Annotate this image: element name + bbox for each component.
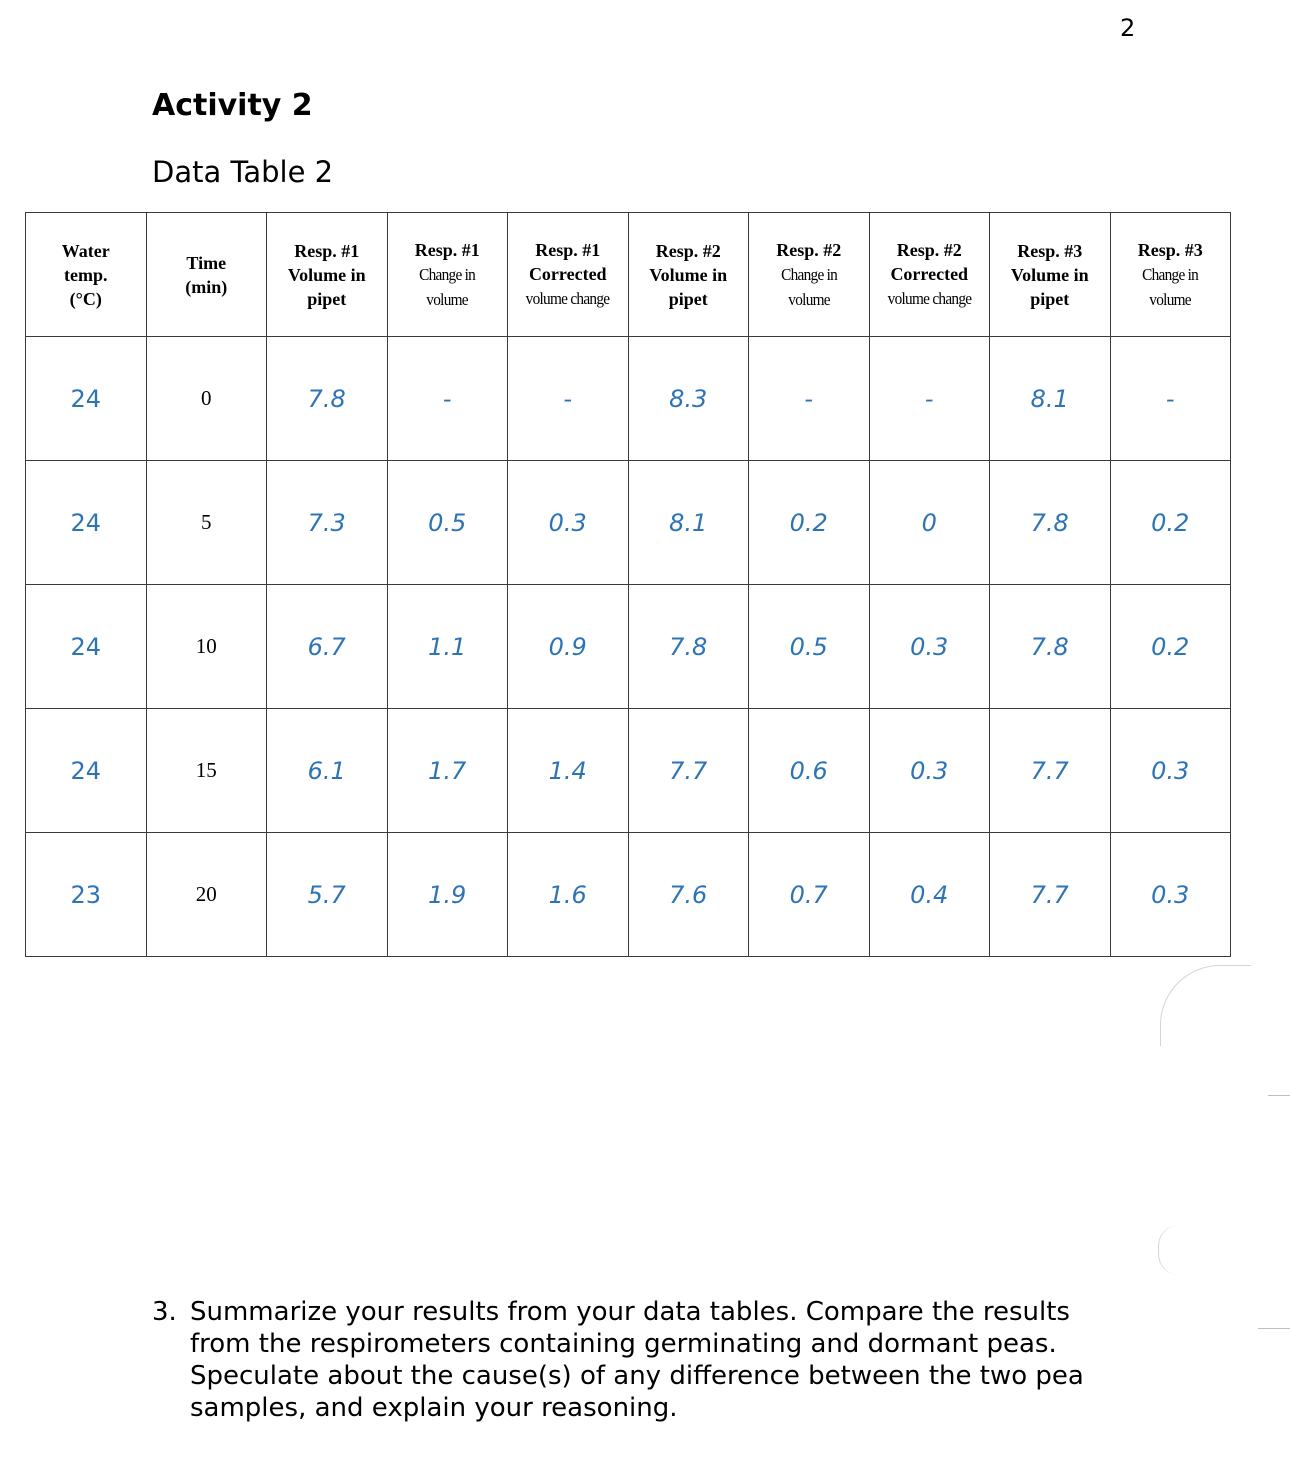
cell-resp3-change: 0.2	[1110, 585, 1231, 709]
cell-resp1-change: 1.9	[387, 833, 508, 957]
table-caption: Data Table 2	[152, 155, 334, 189]
header-resp1-change: Resp. #1 Change in volume	[387, 213, 508, 337]
header-resp3-change: Resp. #3 Change in volume	[1110, 213, 1231, 337]
cell-resp3-volume: 7.7	[990, 709, 1111, 833]
header-resp2-corrected: Resp. #2 Corrected volume change	[869, 213, 990, 337]
data-table-2	[25, 212, 1231, 957]
cell-resp1-change: -	[387, 337, 508, 461]
page-number: 2	[1120, 14, 1136, 42]
header-resp3-volume: Resp. #3 Volume in pipet	[990, 213, 1111, 337]
scan-artifact	[1268, 1095, 1290, 1096]
cell-resp2-corrected: 0	[869, 461, 990, 585]
cell-resp2-corrected: 0.4	[869, 833, 990, 957]
cell-resp2-volume: 7.7	[628, 709, 749, 833]
cell-resp1-corrected: -	[508, 337, 629, 461]
cell-time: 0	[146, 337, 267, 461]
cell-resp1-volume: 6.1	[267, 709, 388, 833]
cell-resp3-volume: 8.1	[990, 337, 1111, 461]
table-row	[26, 585, 1231, 709]
cell-water-temp: 24	[26, 461, 147, 585]
cell-resp1-change: 1.1	[387, 585, 508, 709]
scan-artifact	[1258, 1328, 1290, 1329]
header-resp1-corrected: Resp. #1 Corrected volume change	[508, 213, 629, 337]
cell-resp2-change: 0.5	[749, 585, 870, 709]
header-resp2-change: Resp. #2 Change in volume	[749, 213, 870, 337]
cell-resp1-volume: 7.3	[267, 461, 388, 585]
table-row	[26, 461, 1231, 585]
activity-title: Activity 2	[152, 88, 313, 123]
cell-resp1-corrected: 0.3	[508, 461, 629, 585]
table-row	[26, 833, 1231, 957]
cell-resp1-volume: 7.8	[267, 337, 388, 461]
question-number: 3.	[152, 1297, 177, 1327]
header-resp2-volume: Resp. #2 Volume in pipet	[628, 213, 749, 337]
cell-resp2-volume: 8.3	[628, 337, 749, 461]
cell-resp3-change: 0.2	[1110, 461, 1231, 585]
cell-resp2-change: 0.6	[749, 709, 870, 833]
cell-water-temp: 24	[26, 337, 147, 461]
header-resp1-volume: Resp. #1 Volume in pipet	[267, 213, 388, 337]
cell-time: 5	[146, 461, 267, 585]
cell-resp3-change: 0.3	[1110, 833, 1231, 957]
cell-resp1-change: 0.5	[387, 461, 508, 585]
question-3	[152, 1296, 1112, 1424]
cell-time: 20	[146, 833, 267, 957]
cell-resp2-corrected: -	[869, 337, 990, 461]
cell-time: 10	[146, 585, 267, 709]
cell-resp2-corrected: 0.3	[869, 585, 990, 709]
cell-resp2-volume: 7.6	[628, 833, 749, 957]
cell-resp2-change: 0.2	[749, 461, 870, 585]
cell-time: 15	[146, 709, 267, 833]
cell-resp2-change: 0.7	[749, 833, 870, 957]
cell-resp1-volume: 6.7	[267, 585, 388, 709]
cell-water-temp: 24	[26, 585, 147, 709]
table-body	[26, 337, 1231, 957]
cell-resp1-corrected: 1.6	[508, 833, 629, 957]
cell-resp1-corrected: 1.4	[508, 709, 629, 833]
cell-resp3-change: 0.3	[1110, 709, 1231, 833]
scan-artifact	[1158, 1225, 1179, 1275]
cell-resp2-change: -	[749, 337, 870, 461]
header-water-temp: Water temp. (°C)	[26, 213, 147, 337]
table-row	[26, 709, 1231, 833]
cell-resp3-volume: 7.8	[990, 585, 1111, 709]
cell-resp1-volume: 5.7	[267, 833, 388, 957]
cell-resp3-change: -	[1110, 337, 1231, 461]
cell-resp3-volume: 7.7	[990, 833, 1111, 957]
cell-resp1-change: 1.7	[387, 709, 508, 833]
cell-water-temp: 23	[26, 833, 147, 957]
header-time: Time (min)	[146, 213, 267, 337]
cell-resp1-corrected: 0.9	[508, 585, 629, 709]
cell-resp3-volume: 7.8	[990, 461, 1111, 585]
cell-resp2-volume: 8.1	[628, 461, 749, 585]
cell-water-temp: 24	[26, 709, 147, 833]
table-header-row	[26, 213, 1231, 337]
scan-artifact	[1160, 965, 1251, 1046]
cell-resp2-corrected: 0.3	[869, 709, 990, 833]
cell-resp2-volume: 7.8	[628, 585, 749, 709]
table-row	[26, 337, 1231, 461]
question-text: Summarize your results from your data tables. Compare the results from the respirometers containing germinating and dormant peas. Speculate about the cause(s) of any difference between the two pea samples, and explain your reasoning.	[190, 1297, 1084, 1423]
